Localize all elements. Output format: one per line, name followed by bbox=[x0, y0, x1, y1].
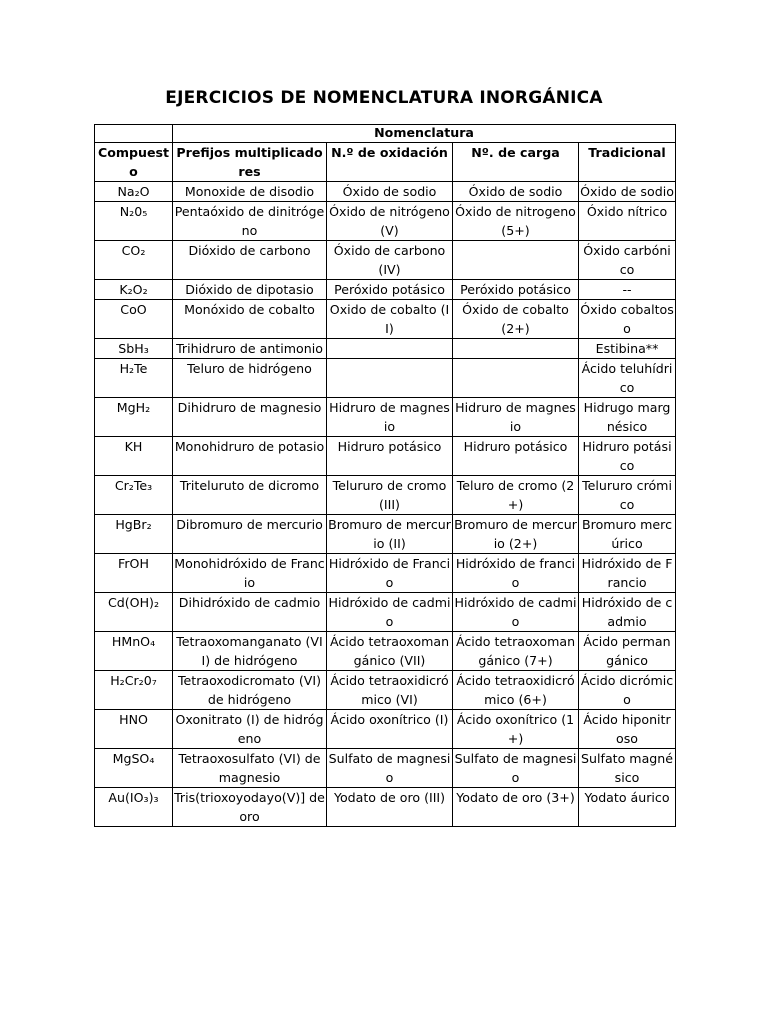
header-tradicional: Tradicional bbox=[579, 143, 676, 182]
table-row bbox=[95, 300, 676, 339]
table-row bbox=[95, 515, 676, 554]
cell-formula: MgH₂ bbox=[95, 398, 173, 437]
cell-carga bbox=[453, 241, 579, 280]
cell-carga: Sulfato de magnesio bbox=[453, 749, 579, 788]
cell-tradicional: -- bbox=[579, 280, 676, 300]
cell-formula: SbH₃ bbox=[95, 339, 173, 359]
table-row bbox=[95, 632, 676, 671]
cell-tradicional: Hidróxido de Francio bbox=[579, 554, 676, 593]
nomenclature-table bbox=[94, 124, 676, 827]
page-title: EJERCICIOS DE NOMENCLATURA INORGÁNICA bbox=[165, 88, 603, 108]
cell-tradicional: Óxido de sodio bbox=[579, 182, 676, 202]
cell-tradicional: Hidrugo margnésico bbox=[579, 398, 676, 437]
cell-carga bbox=[453, 339, 579, 359]
cell-formula: K₂O₂ bbox=[95, 280, 173, 300]
cell-tradicional: Yodato áurico bbox=[579, 788, 676, 827]
cell-carga: Óxido de nitrogeno (5+) bbox=[453, 202, 579, 241]
cell-carga: Ácido tetraoxidicrómico (6+) bbox=[453, 671, 579, 710]
header-oxidacion: N.º de oxidación bbox=[327, 143, 453, 182]
cell-oxidacion bbox=[327, 359, 453, 398]
cell-formula: CoO bbox=[95, 300, 173, 339]
cell-formula: H₂Cr₂0₇ bbox=[95, 671, 173, 710]
cell-tradicional: Óxido cobaltoso bbox=[579, 300, 676, 339]
cell-formula: HgBr₂ bbox=[95, 515, 173, 554]
cell-formula: FrOH bbox=[95, 554, 173, 593]
cell-tradicional: Ácido permangánico bbox=[579, 632, 676, 671]
table-row bbox=[95, 182, 676, 202]
cell-formula: CO₂ bbox=[95, 241, 173, 280]
cell-oxidacion: Telururo de cromo (III) bbox=[327, 476, 453, 515]
table-row bbox=[95, 359, 676, 398]
cell-carga: Óxido de sodio bbox=[453, 182, 579, 202]
cell-oxidacion: Óxido de nitrógeno (V) bbox=[327, 202, 453, 241]
cell-tradicional: Ácido dicrómico bbox=[579, 671, 676, 710]
cell-prefijos: Teluro de hidrógeno bbox=[173, 359, 327, 398]
cell-tradicional: Hidruro potásico bbox=[579, 437, 676, 476]
table-row bbox=[95, 788, 676, 827]
table-body bbox=[95, 182, 676, 827]
cell-oxidacion bbox=[327, 339, 453, 359]
cell-carga: Ácido oxonítrico (1+) bbox=[453, 710, 579, 749]
cell-prefijos: Monoxide de disodio bbox=[173, 182, 327, 202]
table-row bbox=[95, 339, 676, 359]
cell-formula: N₂0₅ bbox=[95, 202, 173, 241]
table-row bbox=[95, 593, 676, 632]
cell-prefijos: Monóxido de cobalto bbox=[173, 300, 327, 339]
cell-prefijos: Oxonitrato (I) de hidrógeno bbox=[173, 710, 327, 749]
table-row bbox=[95, 476, 676, 515]
cell-tradicional: Sulfato magnésico bbox=[579, 749, 676, 788]
cell-formula: MgSO₄ bbox=[95, 749, 173, 788]
header-blank bbox=[95, 125, 173, 143]
cell-formula: KH bbox=[95, 437, 173, 476]
cell-oxidacion: Hidróxido de cadmio bbox=[327, 593, 453, 632]
cell-prefijos: Dióxido de dipotasio bbox=[173, 280, 327, 300]
cell-tradicional: Óxido carbónico bbox=[579, 241, 676, 280]
header-nomenclatura: Nomenclatura bbox=[173, 125, 676, 143]
cell-prefijos: Tetraoxomanganato (VII) de hidrógeno bbox=[173, 632, 327, 671]
table-row bbox=[95, 241, 676, 280]
table-row bbox=[95, 398, 676, 437]
cell-carga: Ácido tetraoxomangánico (7+) bbox=[453, 632, 579, 671]
cell-prefijos: Dibromuro de mercurio bbox=[173, 515, 327, 554]
cell-carga: Peróxido potásico bbox=[453, 280, 579, 300]
cell-carga: Hidróxido de francio bbox=[453, 554, 579, 593]
cell-carga: Bromuro de mercurio (2+) bbox=[453, 515, 579, 554]
cell-tradicional: Ácido teluhídrico bbox=[579, 359, 676, 398]
cell-oxidacion: Peróxido potásico bbox=[327, 280, 453, 300]
table-row bbox=[95, 554, 676, 593]
cell-carga: Teluro de cromo (2+) bbox=[453, 476, 579, 515]
cell-prefijos: Tetraoxosulfato (VI) de magnesio bbox=[173, 749, 327, 788]
table-row bbox=[95, 710, 676, 749]
cell-prefijos: Monohidruro de potasio bbox=[173, 437, 327, 476]
cell-carga: Óxido de cobalto (2+) bbox=[453, 300, 579, 339]
cell-oxidacion: Óxido de carbono (IV) bbox=[327, 241, 453, 280]
header-carga: Nº. de carga bbox=[453, 143, 579, 182]
cell-prefijos: Pentaóxido de dinitrógeno bbox=[173, 202, 327, 241]
cell-oxidacion: Óxido de sodio bbox=[327, 182, 453, 202]
cell-oxidacion: Bromuro de mercurio (II) bbox=[327, 515, 453, 554]
cell-tradicional: Estibina** bbox=[579, 339, 676, 359]
cell-carga: Yodato de oro (3+) bbox=[453, 788, 579, 827]
cell-oxidacion: Hidruro de magnesio bbox=[327, 398, 453, 437]
cell-tradicional: Ácido hiponitroso bbox=[579, 710, 676, 749]
cell-oxidacion: Hidruro potásico bbox=[327, 437, 453, 476]
table-row bbox=[95, 749, 676, 788]
header-prefijos: Prefijos multiplicadores bbox=[173, 143, 327, 182]
cell-carga: Hidruro de magnesio bbox=[453, 398, 579, 437]
cell-prefijos: Tris(trioxoyodayo(V)] de oro bbox=[173, 788, 327, 827]
cell-prefijos: Dióxido de carbono bbox=[173, 241, 327, 280]
cell-formula: HNO bbox=[95, 710, 173, 749]
cell-prefijos: Dihidruro de magnesio bbox=[173, 398, 327, 437]
table-row bbox=[95, 202, 676, 241]
cell-prefijos: Dihidróxido de cadmio bbox=[173, 593, 327, 632]
cell-prefijos: Tetraoxodicromato (VI) de hidrógeno bbox=[173, 671, 327, 710]
cell-oxidacion: Ácido tetraoxidicrómico (VI) bbox=[327, 671, 453, 710]
cell-formula: H₂Te bbox=[95, 359, 173, 398]
cell-carga: Hidruro potásico bbox=[453, 437, 579, 476]
table-row bbox=[95, 437, 676, 476]
cell-formula: Cr₂Te₃ bbox=[95, 476, 173, 515]
cell-oxidacion: Sulfato de magnesio bbox=[327, 749, 453, 788]
header-compuesto: Compuesto bbox=[95, 143, 173, 182]
table-row bbox=[95, 280, 676, 300]
cell-carga bbox=[453, 359, 579, 398]
cell-tradicional: Hidróxido de cadmio bbox=[579, 593, 676, 632]
cell-formula: Au(IO₃)₃ bbox=[95, 788, 173, 827]
cell-oxidacion: Ácido oxonítrico (I) bbox=[327, 710, 453, 749]
cell-prefijos: Triteluruto de dicromo bbox=[173, 476, 327, 515]
cell-oxidacion: Ácido tetraoxomangánico (VII) bbox=[327, 632, 453, 671]
cell-formula: Na₂O bbox=[95, 182, 173, 202]
cell-prefijos: Trihidruro de antimonio bbox=[173, 339, 327, 359]
cell-carga: Hidróxido de cadmio bbox=[453, 593, 579, 632]
cell-oxidacion: Hidróxido de Francio bbox=[327, 554, 453, 593]
cell-formula: HMnO₄ bbox=[95, 632, 173, 671]
table-row bbox=[95, 671, 676, 710]
cell-prefijos: Monohidróxido de Francio bbox=[173, 554, 327, 593]
cell-oxidacion: Yodato de oro (III) bbox=[327, 788, 453, 827]
cell-tradicional: Bromuro mercúrico bbox=[579, 515, 676, 554]
cell-formula: Cd(OH)₂ bbox=[95, 593, 173, 632]
cell-oxidacion: Oxido de cobalto (II) bbox=[327, 300, 453, 339]
cell-tradicional: Óxido nítrico bbox=[579, 202, 676, 241]
cell-tradicional: Telururo crómico bbox=[579, 476, 676, 515]
